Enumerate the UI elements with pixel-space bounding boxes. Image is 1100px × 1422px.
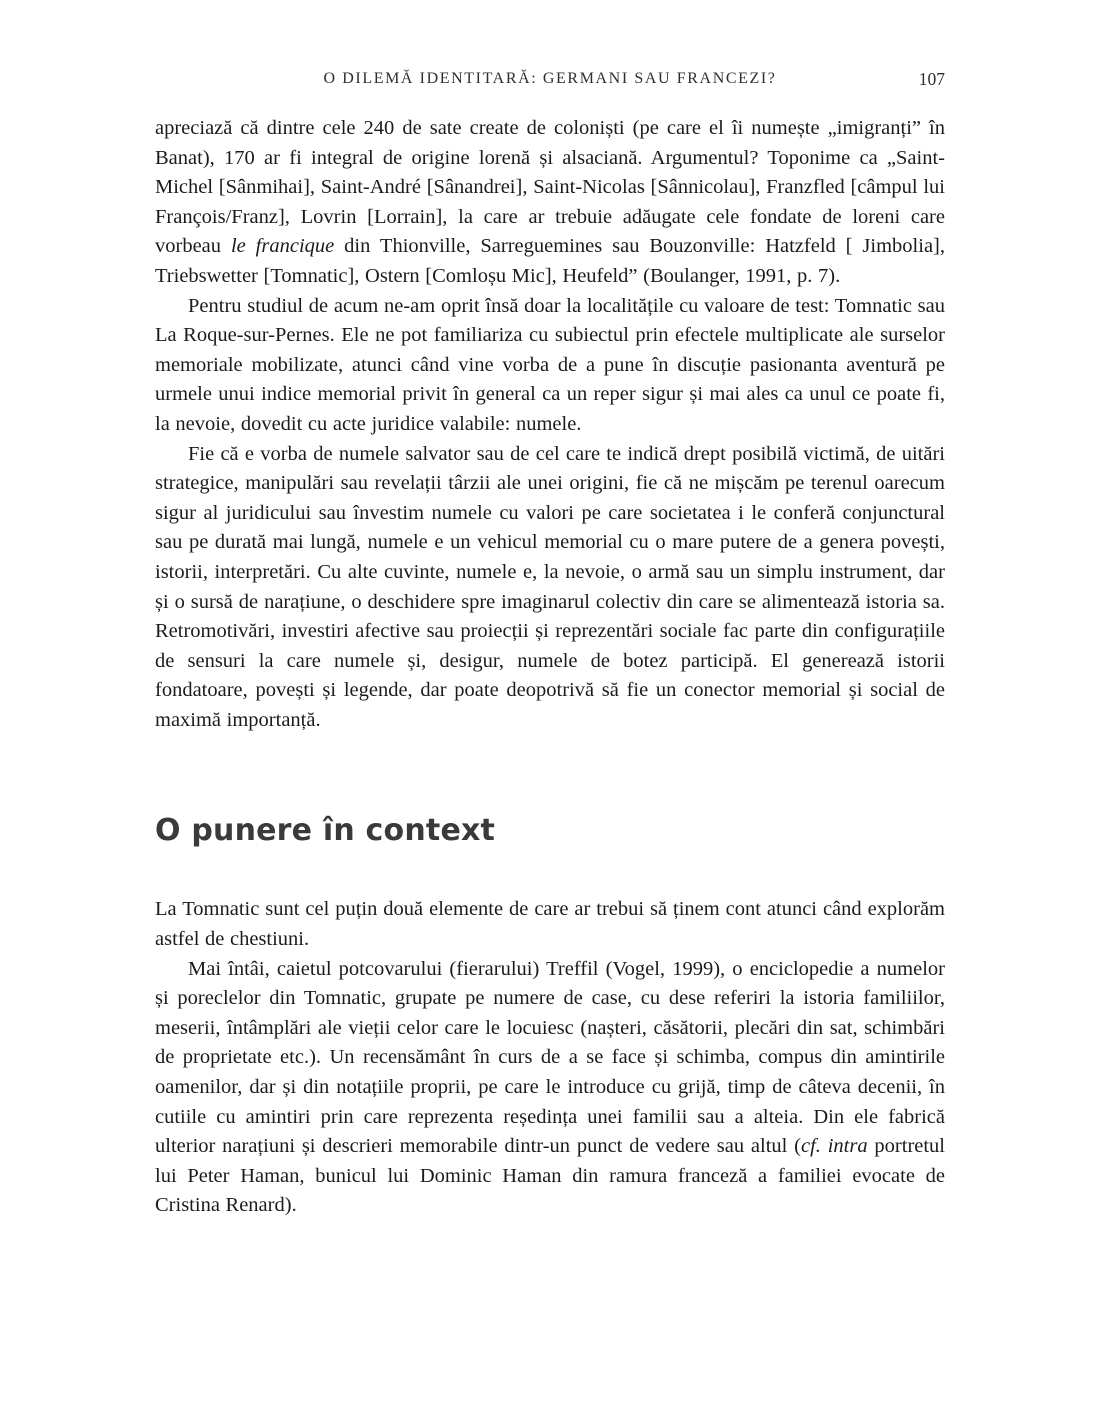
- paragraph-1-text-after: din Thionville, Sarreguemines sau Bouzonville: Hatzfeld [ Jimbolia], Triebswetter [Tomnatic], Ostern [Comloșu Mic], Heufeld” (Boulanger, 1991, p. 7).: [155, 235, 945, 287]
- paragraph-4: La Tomnatic sunt cel puțin două elemente de care ar trebui să ținem cont atunci când explorăm astfel de chestiuni.: [155, 898, 945, 951]
- paragraph-2: Pentru studiul de acum ne-am oprit însă doar la localitățile cu valoare de test: Tomnatic sau La Roque-sur-Pernes. Ele ne pot familiariza cu subiectul prin efectele multiplicate ale surselor memoriale mobilizate, atunci când vine vorba de a pune în discuție pasionanta aventură pe urmele unui indice memorial privit în general ca un reper sigur și mai ales ca unul ce poate fi, la nevoie, dovedit cu acte juridice valabile: numele.: [155, 294, 945, 435]
- running-title: O DILEMĂ IDENTITARĂ: GERMANI SAU FRANCEZI?: [323, 70, 777, 87]
- text-block: [155, 114, 945, 1221]
- paragraph-5-italic: cf. intra: [801, 1135, 868, 1158]
- paragraph-1: [155, 114, 945, 292]
- page-number: 107: [918, 69, 945, 89]
- paragraph-5-text-after: portretul lui Peter Haman, bunicul lui Dominic Haman din ramura franceză a familiei evocate de Cristina Renard).: [155, 1135, 946, 1217]
- page-header: [155, 70, 945, 94]
- paragraph-3: Fie că e vorba de numele salvator sau de cel care te indică drept posibilă victimă, de uitări strategice, manipulări sau revelații târzii ale unei origini, fie că ne mișcăm pe terenul oarecum sigur al juridicului sau învestim numele cu valori pe care societatea i le conferă conjunctural sau pe durată mai lungă, numele e un vehicul memorial cu o mare putere de a genera povești, istorii, interpretări. Cu alte cuvinte, numele e, la nevoie, o armă sau un simplu instrument, dar și o sursă de narațiune, o deschidere spre imaginarul colectiv din care se alimentează istoria sa. Retromotivări, investiri afective sau proiecții și reprezentări sociale fac parte din configurațiile de sensuri la care numele și, desigur, numele de botez participă. El generează istorii fondatoare, povești și legende, dar poate deopotrivă să fie un conector memorial și social de maximă importanță.: [155, 442, 945, 731]
- paragraph-5: [155, 955, 945, 1221]
- section-heading: O punere în context: [155, 813, 496, 849]
- paragraph-1-italic: le francique: [230, 235, 335, 258]
- paragraph-5-text: Mai întâi, caietul potcovarului (fierarului) Treffil (Vogel, 1999), o enciclopedie a numelor și poreclelor din Tomnatic, grupate pe numere de case, cu dese referiri la istoria familiilor, meserii, întâmplări ale vieții celor care le locuiesc (nașteri, căsătorii, plecări din sat, schimbări de proprietate etc.). Un recensământ în curs de a se face și schimba, compus din amintirile oamenilor, dar și din notațiile proprii, pe care le introduce cu grijă, timp de câteva decenii, în cutiile cu amintiri prin care reprezenta reședința unei familii sau a alteia. Din ele fabrică ulterior narațiuni și descrieri memorabile dintr-un punct de vedere sau altul (: [155, 957, 945, 1158]
- paragraph-1-text: apreciază că dintre cele 240 de sate create de coloniști (pe care el îi numește „imigranți” în Banat), 170 ar fi integral de origine lorenă și alsaciană. Argumentul? Toponime ca „Saint-Michel [Sânmihai], Saint-André [Sânandrei], Saint-Nicolas [Sânnicolau], Franzfled [câmpul lui François/Franz], Lovrin [Lorrain], la care ar trebuie adăugate cele fondate de loreni care vorbeau: [155, 117, 945, 258]
